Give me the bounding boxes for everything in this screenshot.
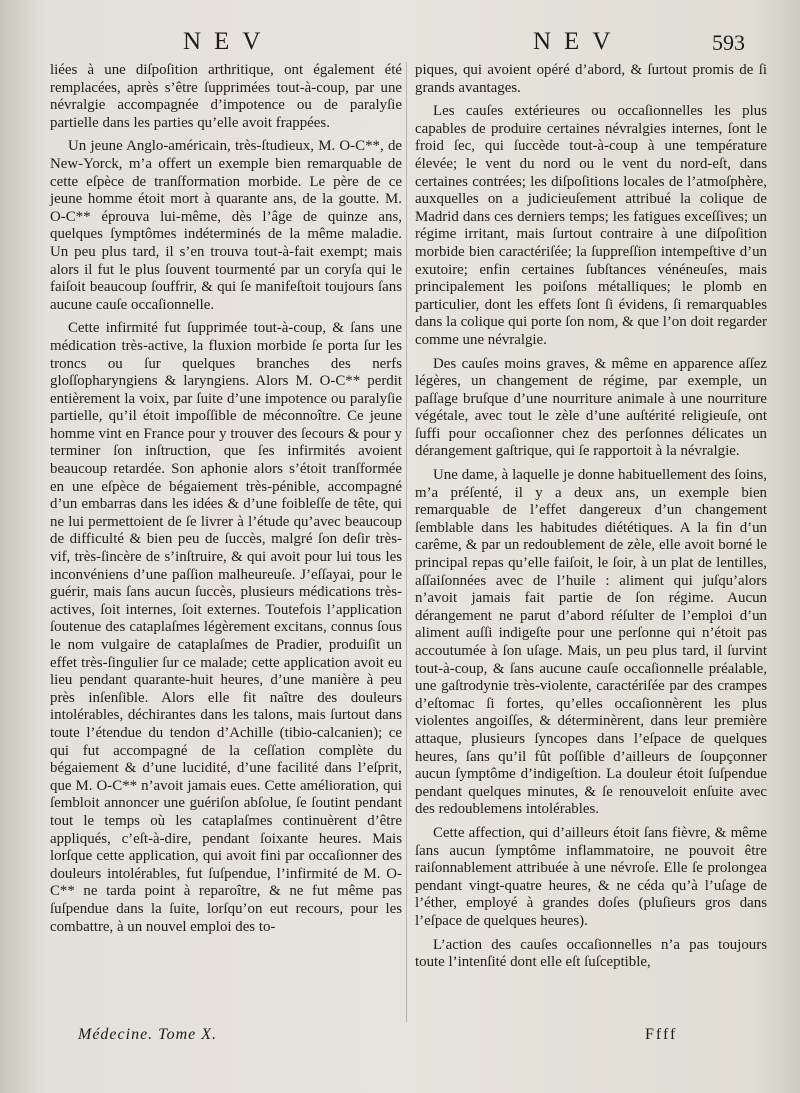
paragraph: L’action des cauſes occaſionnelles n’a pas toujours toute l’intenſité dont elle eſt ſuſceptible, [415,936,767,971]
paragraph: Des cauſes moins graves, & même en apparence aſſez légères, un changement de régime, par exemple, un paſſage bruſque d’une nourriture animale à une nourriture végétale, avec tout le zèle d’une auſtérité religieuſe, ont ſuffi pour occaſionner chez des perſonnes délicates un dérangement gaſtrique, qui ſe rapportoit à la névralgie. [415,355,767,460]
paragraph: Une dame, à laquelle je donne habituellement des ſoins, m’a préſenté, il y a deux ans, un exemple bien remarquable de l’effet dangereux d’un changement ſemblable dans les habitudes diététiques. A la fin d’un carême, & par un redoublement de zèle, elle avoit borné le principal repas qu’elle faiſoit, le ſoir, à un plat de lentilles, aſſaiſonnées avec de l’huile : aliment qui juſqu’alors n’avoit jamais fait partie de ſon régime. Aucun dérangement ne parut d’abord réſulter de l’emploi d’un aliment auſſi indigeſte pour une perſonne qui n’étoit pas accoutumée à ſon uſage. Mais, un peu plus tard, il ſurvint tout-à-coup, & ſans aucune cauſe occaſionnelle préalable, une gaſtrodynie très-violente, caractériſée par des crampes d’eſtomac ſi fortes, qu’elles occaſionnèrent les plus violentes angoiſſes, & déterminèrent, dans leur première attaque, plusieurs ſyncopes dans l’eſpace de quelques heures, ſans qu’il fût poſſible d’ailleurs de ſoupçonner aucun ſymptôme d’indigeſtion. La douleur étoit ſuſpendue pendant quelques minutes, & ſe renouveloit enſuite avec des redoublemens intolérables. [415,467,767,818]
paragraph: liées à une diſpoſition arthritique, ont également été remplacées, après s’être ſupprimées tout-à-coup, par une névralgie accompagnée d’impotence ou de paralyſie partielle dans les parties qu’elle avoit frappées. [50,62,402,131]
paragraph: Les cauſes extérieures ou occaſionnelles les plus capables de produire certaines névralgies internes, ſont le froid ſec, qui ſuccède tout-à-coup à une température élevée; le vent du nord ou le vent du nord-eſt, dans certaines contrées; les diſpoſitions locales de l’atmoſphère, auxquelles on a judicieuſement attribué la colique de Madrid dans ces derniers temps; les fatigues exceſſives; un régime irritant, mais ſurtout contraire à une diſpoſition morbide bien caractériſée; la ſuppreſſion intempeſtive d’un exutoire; enfin certaines ſubſtances vénéneuſes, mais principalement les poiſons métalliques; le plomb en particulier, dont les effets ſont ſi évidens, ſi remarquables dans la colique qui porte ſon nom, & que l’on doit regarder comme une névralgie. [415,103,767,348]
signature-mark: Ffff [645,1026,678,1043]
volume-title: Médecine. Tome X. [78,1026,218,1043]
running-head-left: NEV [183,28,274,55]
paragraph: piques, qui avoient opéré d’abord, & ſurtout promis de ſi grands avantages. [415,62,767,96]
running-head-right: NEV [533,28,624,55]
page-number: 593 [712,30,745,55]
paragraph: Cette infirmité fut ſupprimée tout-à-coup, & ſans une médication très-active, la fluxion morbide ſe porta ſur les troncs ou ſur quelques branches des nerfs gloſſopharyngiens & laryngiens. Alors M. O-C** perdit entièrement la voix, par ſuite d’une impotence ou paralyſie partielle, qu’il étoit impoſſible de méconnoître. Ce jeune homme vint en France pour y trouver des ſecours & pour y terminer ſon inſtruction, que ſes infirmités avoient beaucoup retardée. Son aphonie alors s’étoit tranſformée en une eſpèce de bégaiement très-pénible, accompagné d’un embarras dans les idées & d’une foibleſſe de tête, qui ne lui permettoient de ſe livrer à l’étude qu’avec beaucoup de difficulté & bien peu de ſuccès, malgré ſon deſir très-vif, très-ſincère de s’inſtruire, & qui avoit pour lui tous les inconvéniens d’une paſſion malheureuſe. J’eſſayai, pour le guérir, mais ſans aucun ſuccès, plusieurs médications très-actives, ſoit internes, ſoit externes. Toutefois l’application ſoutenue des cataplaſmes légèrement excitans, connus ſous le nom vulgaire de cataplaſmes de Pradier, produiſit un effet très-ſingulier ſur ce malade; cette application avoit eu lieu pendant quarante-huit heures, d’une manière à peu près inſenſible. Alors elle fit naître des douleurs intolérables, déchirantes dans les talons, mais ſurtout dans toute l’étendue du tendon d’Achille (tibio-calcanien); ce qui fut accompagné de la ceſſation complète du bégaiement & d’une lucidité, d’une facilité dans l’eſprit, que M. O-C** n’avoit jamais eues. Cette amélioration, qui ſembloit annoncer une guériſon abſolue, ſe ſoutint pendant tout le temps où les cataplaſmes continuèrent d’être appliqués, c’eſt-à-dire, pendant ſoixante heures. Mais lorſque cette application, qui avoit fini par occaſionner des douleurs intolérables, fut ſuſpendue, l’infirmité de M. O-C** ne tarda point à reparoître, & ne fut même pas ſuſpendue dans la ſuite, lorſqu’on eut recours, pour les combattre, à un nouvel emploi des to- [50,320,402,935]
right-column [415,62,767,978]
running-head [0,28,800,60]
paragraph: Cette affection, qui d’ailleurs étoit ſans fièvre, & même ſans aucun ſymptôme inflammatoire, ne pouvoit être raiſonnablement attribuée à une névroſe. Elle ſe prolongea pendant vingt-quatre heures, & ne céda qu’à l’uſage de l’éther, employé à grandes doſes (pluſieurs gros dans l’eſpace de quelques heures). [415,824,767,929]
paragraph: Un jeune Anglo-américain, très-ſtudieux, M. O-C**, de New-Yorck, m’a offert un exemple bien remarquable de cette eſpèce de tranſformation morbide. Le père de ce jeune homme étoit mort à quarante ans, de la goutte. M. O-C** éprouva lui-même, dès l’âge de quinze ans, quelques ſymptômes indéterminés de la même maladie. Un peu plus tard, il s’en trouva tout-à-fait exempt; mais alors il fut le plus ſouvent tourmenté par un coryſa qui le faiſoit beaucoup ſouffrir, & qui ſe manifeſtoit toujours ſans aucune cauſe occaſionnelle. [50,138,402,313]
column-divider [406,62,407,1022]
left-column [50,62,402,942]
